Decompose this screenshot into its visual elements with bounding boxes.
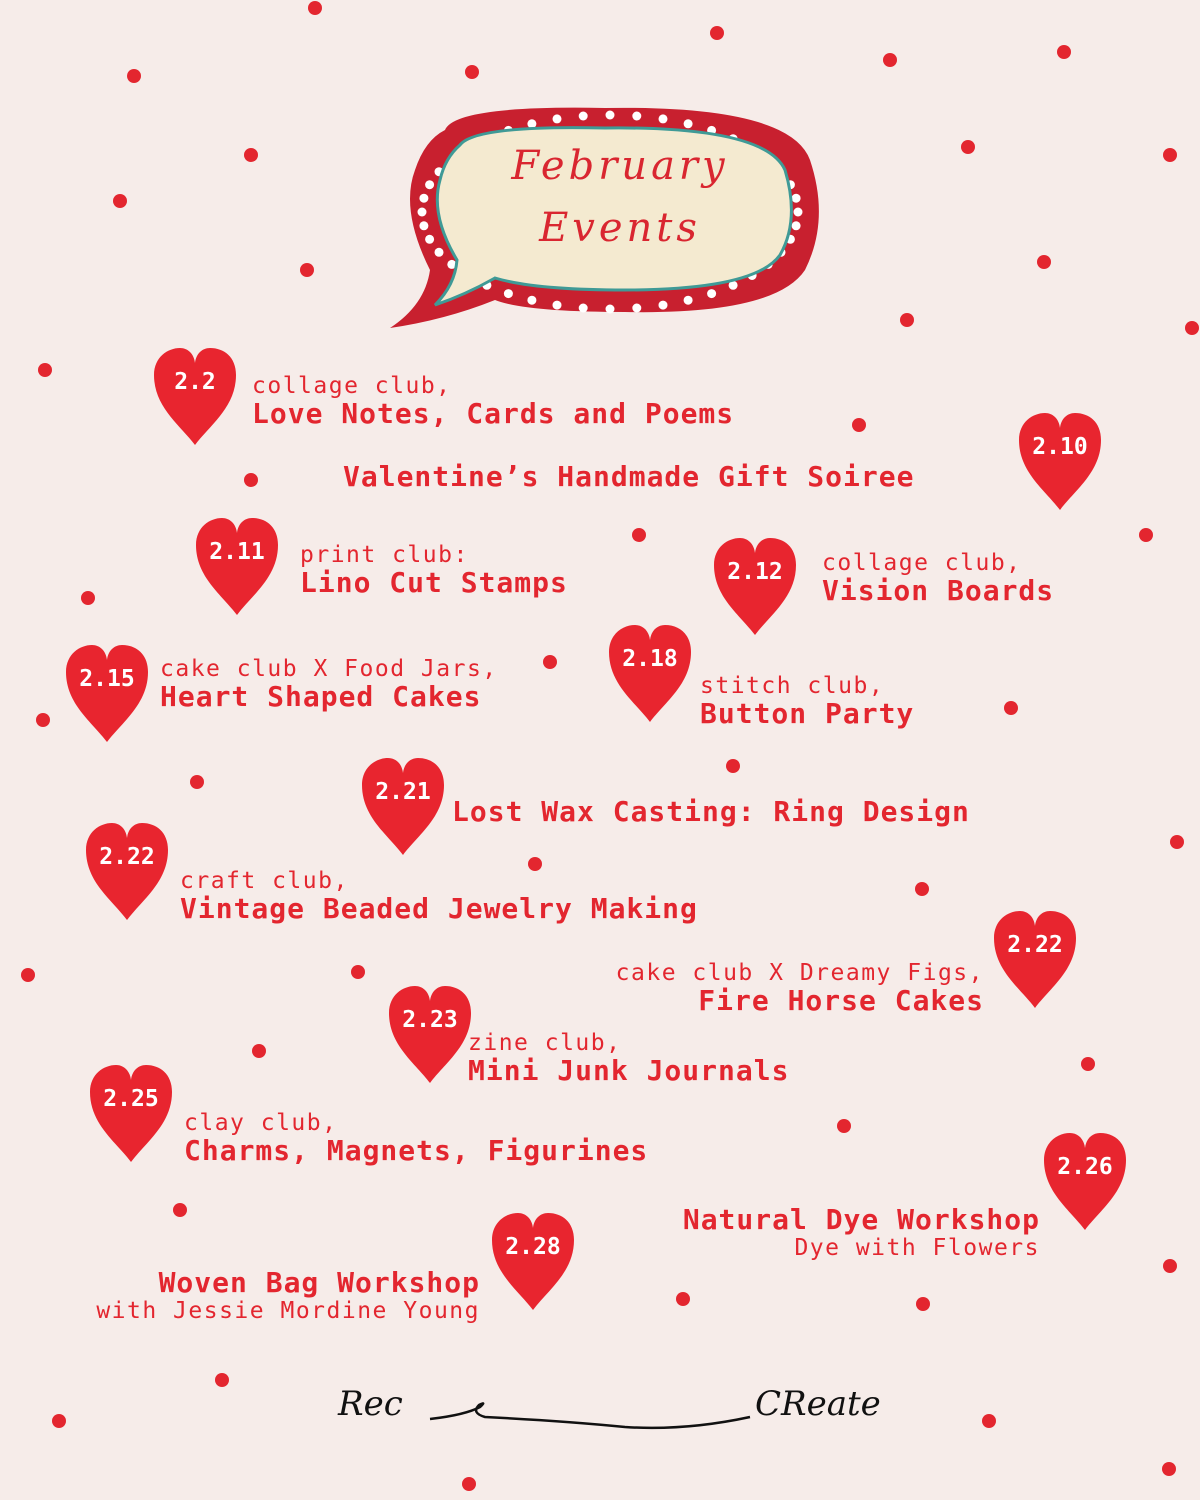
- event-item: [252, 373, 734, 429]
- brand-logo: [330, 1372, 910, 1442]
- event-item: [160, 656, 498, 712]
- event-item: [180, 868, 698, 924]
- event-title: Love Notes, Cards and Poems: [252, 397, 735, 430]
- polka-dot: [1037, 255, 1051, 269]
- event-title: Lost Wax Casting: Ring Design: [452, 795, 970, 828]
- event-date: 2.22: [99, 844, 155, 870]
- bubble-border-dot: [425, 180, 434, 189]
- bubble-border-dot: [418, 208, 427, 217]
- polka-dot: [1170, 835, 1184, 849]
- heart-date-badge: [192, 515, 282, 619]
- bubble-border-dot: [792, 221, 801, 230]
- polka-dot: [837, 1119, 851, 1133]
- event-title: Charms, Magnets, Figurines: [184, 1134, 649, 1167]
- bubble-border-dot: [579, 112, 588, 121]
- event-item: [60, 1268, 480, 1324]
- heart-icon: [62, 642, 152, 746]
- heart-date-badge: [1015, 410, 1105, 514]
- heart-date-badge: [605, 622, 695, 726]
- event-item: [822, 550, 1054, 606]
- bubble-border-dot: [435, 248, 444, 257]
- logo-right-text: CReate: [755, 1384, 881, 1424]
- bubble-border-dot: [632, 112, 641, 121]
- event-date: 2.22: [1007, 932, 1063, 958]
- polka-dot: [127, 69, 141, 83]
- event-item: [300, 542, 568, 598]
- event-title: Fire Horse Cakes: [698, 984, 984, 1017]
- polka-dot: [852, 418, 866, 432]
- bubble-border-dot: [425, 235, 434, 244]
- polka-dot: [81, 591, 95, 605]
- event-title: Button Party: [700, 697, 915, 730]
- polka-dot: [351, 965, 365, 979]
- event-item: [468, 1030, 789, 1086]
- bubble-border-dot: [684, 119, 693, 128]
- logo-left-text: Rec: [338, 1384, 403, 1424]
- polka-dot: [1057, 45, 1071, 59]
- event-date: 2.21: [375, 779, 431, 805]
- heart-icon: [605, 622, 695, 726]
- heart-icon: [385, 983, 475, 1087]
- heart-icon: [82, 820, 172, 924]
- heart-icon: [192, 515, 282, 619]
- event-item: [452, 797, 970, 827]
- event-club: clay club,: [184, 1110, 338, 1136]
- polka-dot: [300, 263, 314, 277]
- bubble-border-dot: [606, 305, 615, 314]
- heart-date-badge: [1040, 1130, 1130, 1234]
- heart-icon: [990, 908, 1080, 1012]
- polka-dot: [726, 759, 740, 773]
- polka-dot: [173, 1203, 187, 1217]
- polka-dot: [36, 713, 50, 727]
- event-item: [560, 960, 984, 1016]
- polka-dot: [465, 65, 479, 79]
- polka-dot: [961, 140, 975, 154]
- event-date: 2.23: [402, 1007, 458, 1033]
- event-club: cake club X Dreamy Figs,: [615, 960, 984, 986]
- event-date: 2.12: [727, 559, 783, 585]
- event-item: [343, 462, 914, 492]
- event-item: [184, 1110, 648, 1166]
- bubble-border-dot: [792, 194, 801, 203]
- bubble-border-dot: [419, 221, 428, 230]
- heart-icon: [488, 1210, 578, 1314]
- bubble-border-dot: [553, 114, 562, 123]
- bubble-border-dot: [794, 208, 803, 217]
- bubble-border-dot: [606, 111, 615, 120]
- event-item: [700, 673, 914, 729]
- polka-dot: [462, 1477, 476, 1491]
- polka-dot: [215, 1373, 229, 1387]
- polka-dot: [982, 1414, 996, 1428]
- heart-icon: [86, 1062, 176, 1166]
- event-date: 2.25: [103, 1086, 159, 1112]
- event-club: collage club,: [822, 550, 1022, 576]
- polka-dot: [190, 775, 204, 789]
- event-title: Woven Bag Workshop: [158, 1266, 480, 1299]
- heart-date-badge: [86, 1062, 176, 1166]
- heart-icon: [358, 755, 448, 859]
- polka-dot: [543, 655, 557, 669]
- event-date: 2.15: [79, 666, 135, 692]
- polka-dot: [676, 1292, 690, 1306]
- heart-icon: [1040, 1130, 1130, 1234]
- polka-dot: [244, 473, 258, 487]
- polka-dot: [1139, 528, 1153, 542]
- polka-dot: [1162, 1462, 1176, 1476]
- polka-dot: [710, 26, 724, 40]
- bubble-border-dot: [659, 114, 668, 123]
- event-subtitle: with Jessie Mordine Young: [96, 1298, 480, 1324]
- event-club: stitch club,: [700, 673, 885, 699]
- heart-date-badge: [82, 820, 172, 924]
- heart-icon: [1015, 410, 1105, 514]
- page-title: [470, 135, 770, 259]
- bubble-border-dot: [527, 296, 536, 305]
- event-club: print club:: [300, 542, 469, 568]
- polka-dot: [21, 968, 35, 982]
- event-title: Valentine’s Handmade Gift Soiree: [343, 460, 915, 493]
- polka-dot: [244, 148, 258, 162]
- heart-date-badge: [358, 755, 448, 859]
- bubble-border-dot: [553, 301, 562, 310]
- event-club: collage club,: [252, 373, 452, 399]
- event-date: 2.2: [174, 369, 216, 395]
- bubble-border-dot: [659, 301, 668, 310]
- event-club: cake club X Food Jars,: [160, 656, 498, 682]
- bubble-border-dot: [632, 304, 641, 313]
- title-line-1: February: [511, 143, 729, 189]
- heart-icon: [150, 345, 240, 449]
- polka-dot: [1163, 1259, 1177, 1273]
- event-club: craft club,: [180, 868, 349, 894]
- bubble-border-dot: [504, 289, 513, 298]
- polka-dot: [915, 882, 929, 896]
- heart-date-badge: [710, 535, 800, 639]
- bubble-border-dot: [707, 289, 716, 298]
- heart-icon: [710, 535, 800, 639]
- bubble-border-dot: [419, 194, 428, 203]
- event-title: Heart Shaped Cakes: [160, 680, 482, 713]
- event-title: Vintage Beaded Jewelry Making: [180, 892, 698, 925]
- event-date: 2.18: [622, 646, 678, 672]
- polka-dot: [252, 1044, 266, 1058]
- polka-dot: [1081, 1057, 1095, 1071]
- polka-dot: [52, 1414, 66, 1428]
- heart-date-badge: [990, 908, 1080, 1012]
- polka-dot: [900, 313, 914, 327]
- logo-squiggle: [425, 1387, 755, 1432]
- event-date: 2.11: [209, 539, 265, 565]
- event-title: Natural Dye Workshop: [682, 1203, 1040, 1236]
- title-line-2: Events: [539, 205, 701, 251]
- polka-dot: [113, 194, 127, 208]
- event-date: 2.26: [1057, 1154, 1113, 1180]
- event-title: Lino Cut Stamps: [300, 566, 568, 599]
- polka-dot: [1163, 148, 1177, 162]
- polka-dot: [632, 528, 646, 542]
- heart-date-badge: [385, 983, 475, 1087]
- event-title: Vision Boards: [822, 574, 1055, 607]
- bubble-border-dot: [579, 304, 588, 313]
- heart-date-badge: [150, 345, 240, 449]
- polka-dot: [883, 53, 897, 67]
- polka-dot: [1004, 701, 1018, 715]
- bubble-border-dot: [684, 296, 693, 305]
- heart-date-badge: [488, 1210, 578, 1314]
- event-club: zine club,: [468, 1030, 622, 1056]
- polka-dot: [1185, 321, 1199, 335]
- event-item: [600, 1205, 1040, 1261]
- event-date: 2.10: [1032, 434, 1088, 460]
- event-date: 2.28: [505, 1234, 561, 1260]
- polka-dot: [916, 1297, 930, 1311]
- event-subtitle: Dye with Flowers: [794, 1235, 1040, 1261]
- event-title: Mini Junk Journals: [468, 1054, 790, 1087]
- polka-dot: [308, 1, 322, 15]
- polka-dot: [38, 363, 52, 377]
- heart-date-badge: [62, 642, 152, 746]
